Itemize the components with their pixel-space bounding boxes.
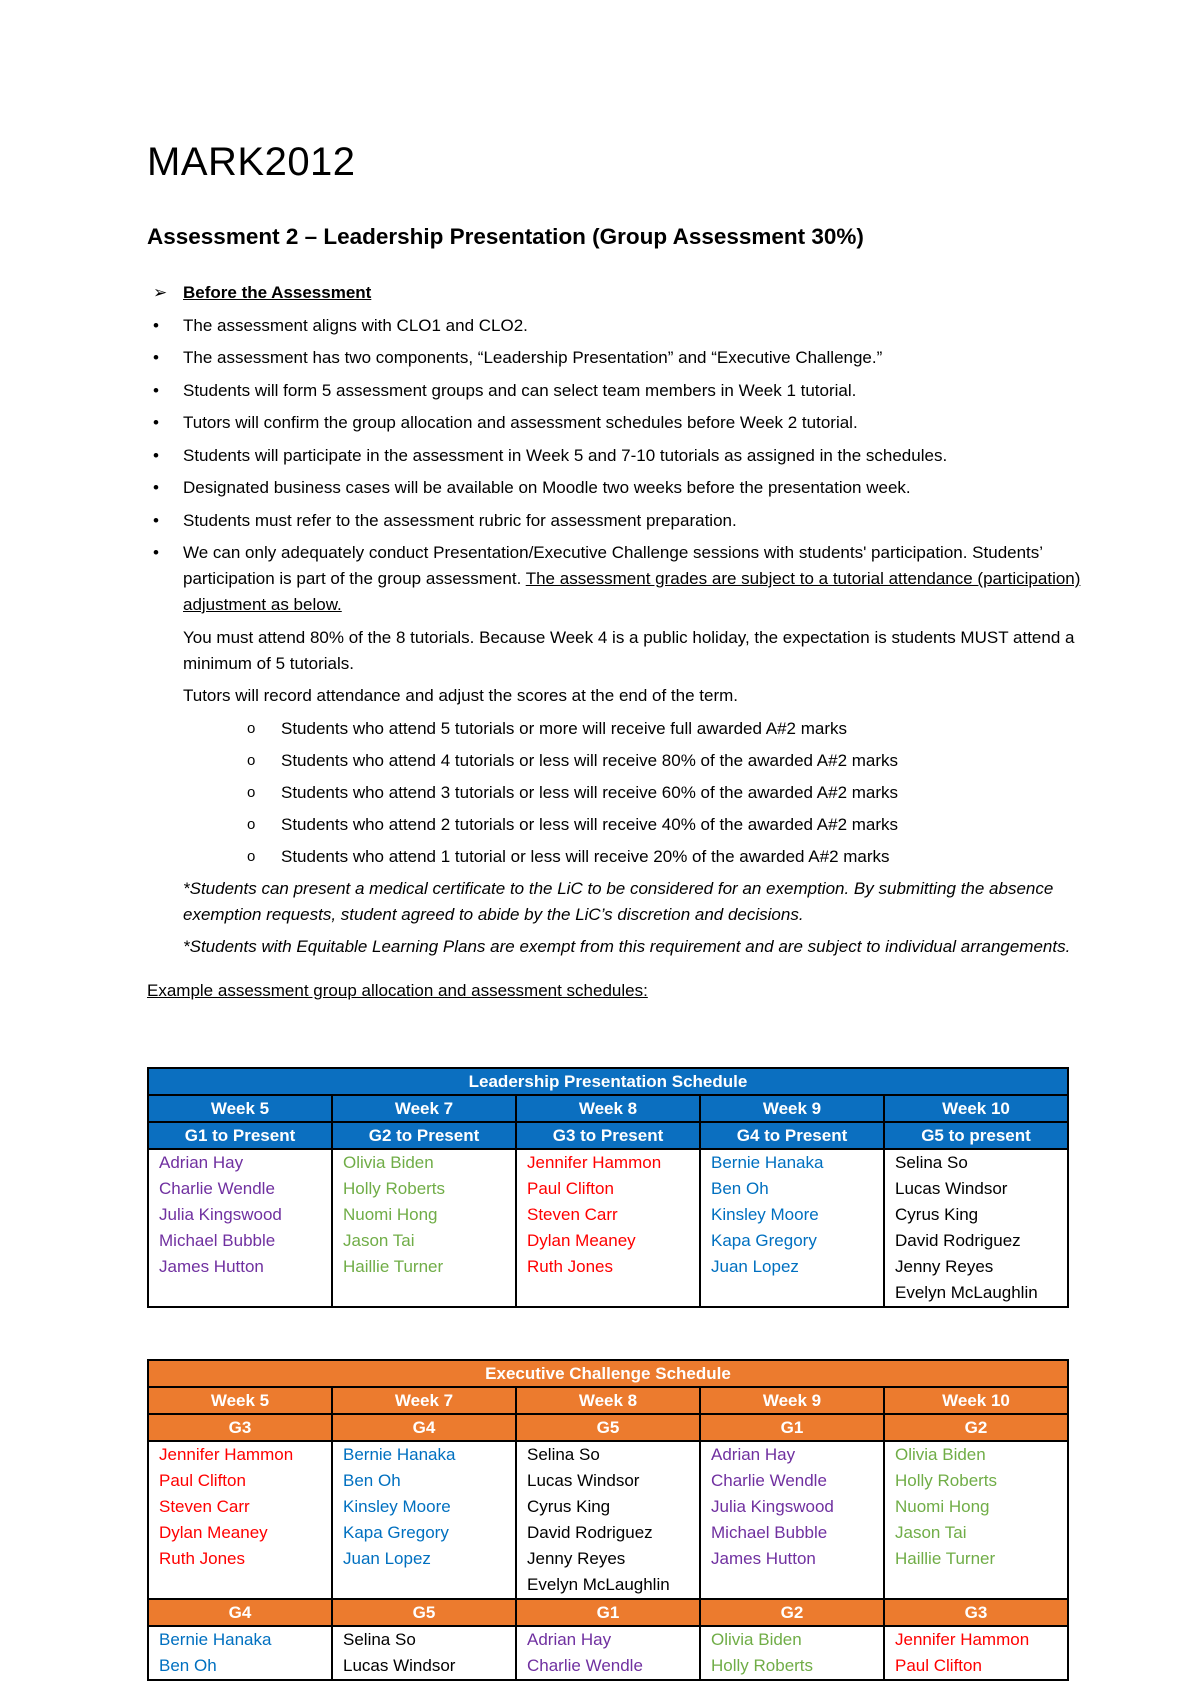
medical-certificate-note: *Students can present a medical certificate to the LiC to be considered for an exemption. By submitting the absence exemption requests, student agreed to abide by the LiC’s discretion and decisions. — [183, 878, 1054, 924]
group-header: G1 to Present — [148, 1122, 332, 1149]
member-name: Paul Clifton — [159, 1471, 246, 1490]
member-name: Bernie Hanaka — [343, 1445, 456, 1464]
attendance-adjustment-note: The assessment grades are subject to a tutorial attendance (participation) adjustment as below. — [183, 569, 1081, 614]
member-name: Juan Lopez — [343, 1549, 431, 1568]
member-name: Lucas Windsor — [527, 1471, 640, 1490]
member-name: Ruth Jones — [527, 1257, 613, 1276]
member-name: Jennifer Hammon — [159, 1445, 294, 1464]
group-members-cell — [884, 1626, 1068, 1680]
arrow-bullet-icon: ➢ — [153, 283, 168, 302]
group-members-cell — [332, 1149, 516, 1307]
member-name: Holly Roberts — [895, 1471, 998, 1490]
group-members-cell — [148, 1149, 332, 1307]
group-header: G3 — [884, 1599, 1068, 1626]
member-name: Selina So — [343, 1630, 416, 1649]
adjustment-item: o Students who attend 4 tutorials or less will receive 80% of the awarded A#2 marks — [147, 748, 1167, 774]
member-name: James Hutton — [159, 1257, 264, 1276]
member-name: Kinsley Moore — [711, 1205, 819, 1224]
member-name: Jason Tai — [343, 1231, 415, 1250]
assessment-instructions — [147, 280, 1167, 1004]
member-name: Charlie Wendle — [711, 1471, 827, 1490]
week-header: Week 10 — [884, 1387, 1068, 1414]
week-header: Week 10 — [884, 1095, 1068, 1122]
member-name: Kinsley Moore — [343, 1497, 451, 1516]
week-header: Week 9 — [700, 1387, 884, 1414]
bullet-item: • Students will participate in the assessment in Week 5 and 7-10 tutorials as assigned in the schedules. — [147, 443, 1167, 469]
bullet-icon: • — [153, 543, 159, 562]
member-name: Olivia Biden — [711, 1630, 802, 1649]
member-name: Jason Tai — [895, 1523, 967, 1542]
member-name: Bernie Hanaka — [711, 1153, 824, 1172]
executive-schedule-table — [147, 1359, 1069, 1681]
group-header: G5 — [516, 1414, 700, 1441]
member-name: Kapa Gregory — [711, 1231, 817, 1250]
member-name: Bernie Hanaka — [159, 1630, 272, 1649]
group-members-cell — [516, 1149, 700, 1307]
bullet-item: • Designated business cases will be available on Moodle two weeks before the presentation week. — [147, 475, 1167, 501]
table-title: Executive Challenge Schedule — [148, 1360, 1068, 1387]
group-header: G1 — [700, 1414, 884, 1441]
member-name: Haillie Turner — [343, 1257, 444, 1276]
bullet-icon: • — [153, 315, 159, 335]
group-header: G4 — [332, 1414, 516, 1441]
bullet-icon: • — [153, 478, 159, 497]
group-members-cell — [148, 1626, 332, 1680]
member-name: Selina So — [895, 1153, 968, 1172]
member-name: Juan Lopez — [711, 1257, 799, 1276]
bullet-item: • Students must refer to the assessment rubric for assessment preparation. — [147, 508, 1167, 534]
member-name: Jenny Reyes — [527, 1549, 626, 1568]
group-members-cell — [516, 1626, 700, 1680]
group-header: G5 to present — [884, 1122, 1068, 1149]
member-name: Adrian Hay — [159, 1153, 244, 1172]
circle-bullet-icon: o — [247, 783, 256, 801]
section-heading: Before the Assessment — [183, 283, 372, 302]
group-members-cell — [884, 1149, 1068, 1307]
bullet-item: • The assessment aligns with CLO1 and CLO2. — [147, 313, 1167, 339]
bullet-icon: • — [153, 413, 159, 432]
group-header: G2 to Present — [332, 1122, 516, 1149]
group-members-cell — [516, 1441, 700, 1599]
member-name: Paul Clifton — [527, 1179, 614, 1198]
member-name: Nuomi Hong — [895, 1497, 990, 1516]
group-header: G5 — [332, 1599, 516, 1626]
member-name: Adrian Hay — [711, 1445, 796, 1464]
course-code: MARK2012 — [147, 140, 356, 184]
member-name: Ruth Jones — [159, 1549, 245, 1568]
member-name: Evelyn McLaughlin — [895, 1283, 1038, 1302]
bullet-icon: • — [153, 348, 159, 367]
bullet-item: • Tutors will confirm the group allocation and assessment schedules before Week 2 tutorial. — [147, 410, 1167, 436]
member-name: Dylan Meaney — [159, 1523, 268, 1542]
member-name: Charlie Wendle — [159, 1179, 275, 1198]
group-header: G3 — [148, 1414, 332, 1441]
group-members-cell — [700, 1149, 884, 1307]
group-members-cell — [148, 1441, 332, 1599]
bullet-icon: • — [153, 510, 159, 530]
member-name: Julia Kingswood — [711, 1497, 834, 1516]
circle-bullet-icon: o — [247, 719, 256, 737]
member-name: Adrian Hay — [527, 1630, 612, 1649]
member-name: Holly Roberts — [711, 1656, 814, 1675]
example-label: Example assessment group allocation and assessment schedules: — [147, 981, 648, 1000]
member-name: Steven Carr — [527, 1205, 618, 1224]
group-header: G2 — [700, 1599, 884, 1626]
member-name: Nuomi Hong — [343, 1205, 438, 1224]
bullet-icon: • — [153, 380, 159, 400]
assessment-title: Assessment 2 – Leadership Presentation (Group Assessment 30%) — [147, 224, 864, 249]
group-members-cell — [700, 1626, 884, 1680]
week-header: Week 5 — [148, 1387, 332, 1414]
member-name: James Hutton — [711, 1549, 816, 1568]
member-name: Cyrus King — [895, 1205, 979, 1224]
group-header: G1 — [516, 1599, 700, 1626]
member-name: Ben Oh — [159, 1656, 217, 1675]
member-name: Lucas Windsor — [895, 1179, 1008, 1198]
bullet-icon: • — [153, 445, 159, 465]
group-members-cell — [700, 1441, 884, 1599]
group-members-cell — [332, 1441, 516, 1599]
week-header: Week 5 — [148, 1095, 332, 1122]
section-heading-row — [147, 280, 1167, 306]
member-name: Dylan Meaney — [527, 1231, 636, 1250]
adjustment-item: o Students who attend 1 tutorial or less will receive 20% of the awarded A#2 marks — [147, 844, 1167, 870]
circle-bullet-icon: o — [247, 815, 256, 833]
member-name: Olivia Biden — [343, 1153, 434, 1172]
table-title: Leadership Presentation Schedule — [148, 1068, 1068, 1095]
adjustment-item: o Students who attend 5 tutorials or more will receive full awarded A#2 marks — [147, 716, 1167, 742]
week-header: Week 7 — [332, 1095, 516, 1122]
member-name: Ben Oh — [343, 1471, 401, 1490]
member-name: Jennifer Hammon — [895, 1630, 1030, 1649]
member-name: Julia Kingswood — [159, 1205, 282, 1224]
member-name: Michael Bubble — [159, 1231, 276, 1250]
member-name: Charlie Wendle — [527, 1656, 643, 1675]
member-name: Cyrus King — [527, 1497, 611, 1516]
group-members-cell — [332, 1626, 516, 1680]
member-name: David Rodriguez — [895, 1231, 1021, 1250]
week-header: Week 8 — [516, 1095, 700, 1122]
circle-bullet-icon: o — [247, 847, 256, 865]
member-name: Jenny Reyes — [895, 1257, 994, 1276]
circle-bullet-icon: o — [247, 751, 256, 769]
week-header: Week 7 — [332, 1387, 516, 1414]
member-name: Olivia Biden — [895, 1445, 986, 1464]
attendance-requirement: You must attend 80% of the 8 tutorials. Because Week 4 is a public holiday, the expectation is students MUST attend a minimum of 5 tutorials. — [183, 627, 1075, 673]
elp-note: *Students with Equitable Learning Plans are exempt from this requirement and are subject to individual arrangements. — [183, 937, 1071, 956]
week-header: Week 9 — [700, 1095, 884, 1122]
member-name: Holly Roberts — [343, 1179, 446, 1198]
week-header: Week 8 — [516, 1387, 700, 1414]
member-name: Selina So — [527, 1445, 600, 1464]
member-name: Lucas Windsor — [343, 1656, 456, 1675]
group-header: G3 to Present — [516, 1122, 700, 1149]
member-name: Michael Bubble — [711, 1523, 828, 1542]
group-header: G4 to Present — [700, 1122, 884, 1149]
bullet-item: • Students will form 5 assessment groups and can select team members in Week 1 tutorial. — [147, 378, 1167, 404]
member-name: Evelyn McLaughlin — [527, 1575, 670, 1594]
group-members-cell — [884, 1441, 1068, 1599]
member-name: Haillie Turner — [895, 1549, 996, 1568]
group-header: G4 — [148, 1599, 332, 1626]
member-name: Ben Oh — [711, 1179, 769, 1198]
tutors-note: Tutors will record attendance and adjust the scores at the end of the term. — [183, 686, 739, 705]
adjustment-item: o Students who attend 2 tutorials or less will receive 40% of the awarded A#2 marks — [147, 812, 1167, 838]
member-name: Steven Carr — [159, 1497, 250, 1516]
bullet-item-participation: • We can only adequately conduct Presentation/Executive Challenge sessions with students' participation. Students’ participation is part of the group assessment. The assessment grades are subject to a tutorial attendance (participation) adjustment as below. — [147, 540, 1103, 618]
bullet-item: • The assessment has two components, “Leadership Presentation” and “Executive Challenge.” — [147, 345, 1167, 371]
adjustment-item: o Students who attend 3 tutorials or less will receive 60% of the awarded A#2 marks — [147, 780, 1167, 806]
leadership-schedule-table — [147, 1067, 1069, 1308]
group-header: G2 — [884, 1414, 1068, 1441]
member-name: David Rodriguez — [527, 1523, 653, 1542]
member-name: Paul Clifton — [895, 1656, 982, 1675]
member-name: Jennifer Hammon — [527, 1153, 662, 1172]
member-name: Kapa Gregory — [343, 1523, 449, 1542]
